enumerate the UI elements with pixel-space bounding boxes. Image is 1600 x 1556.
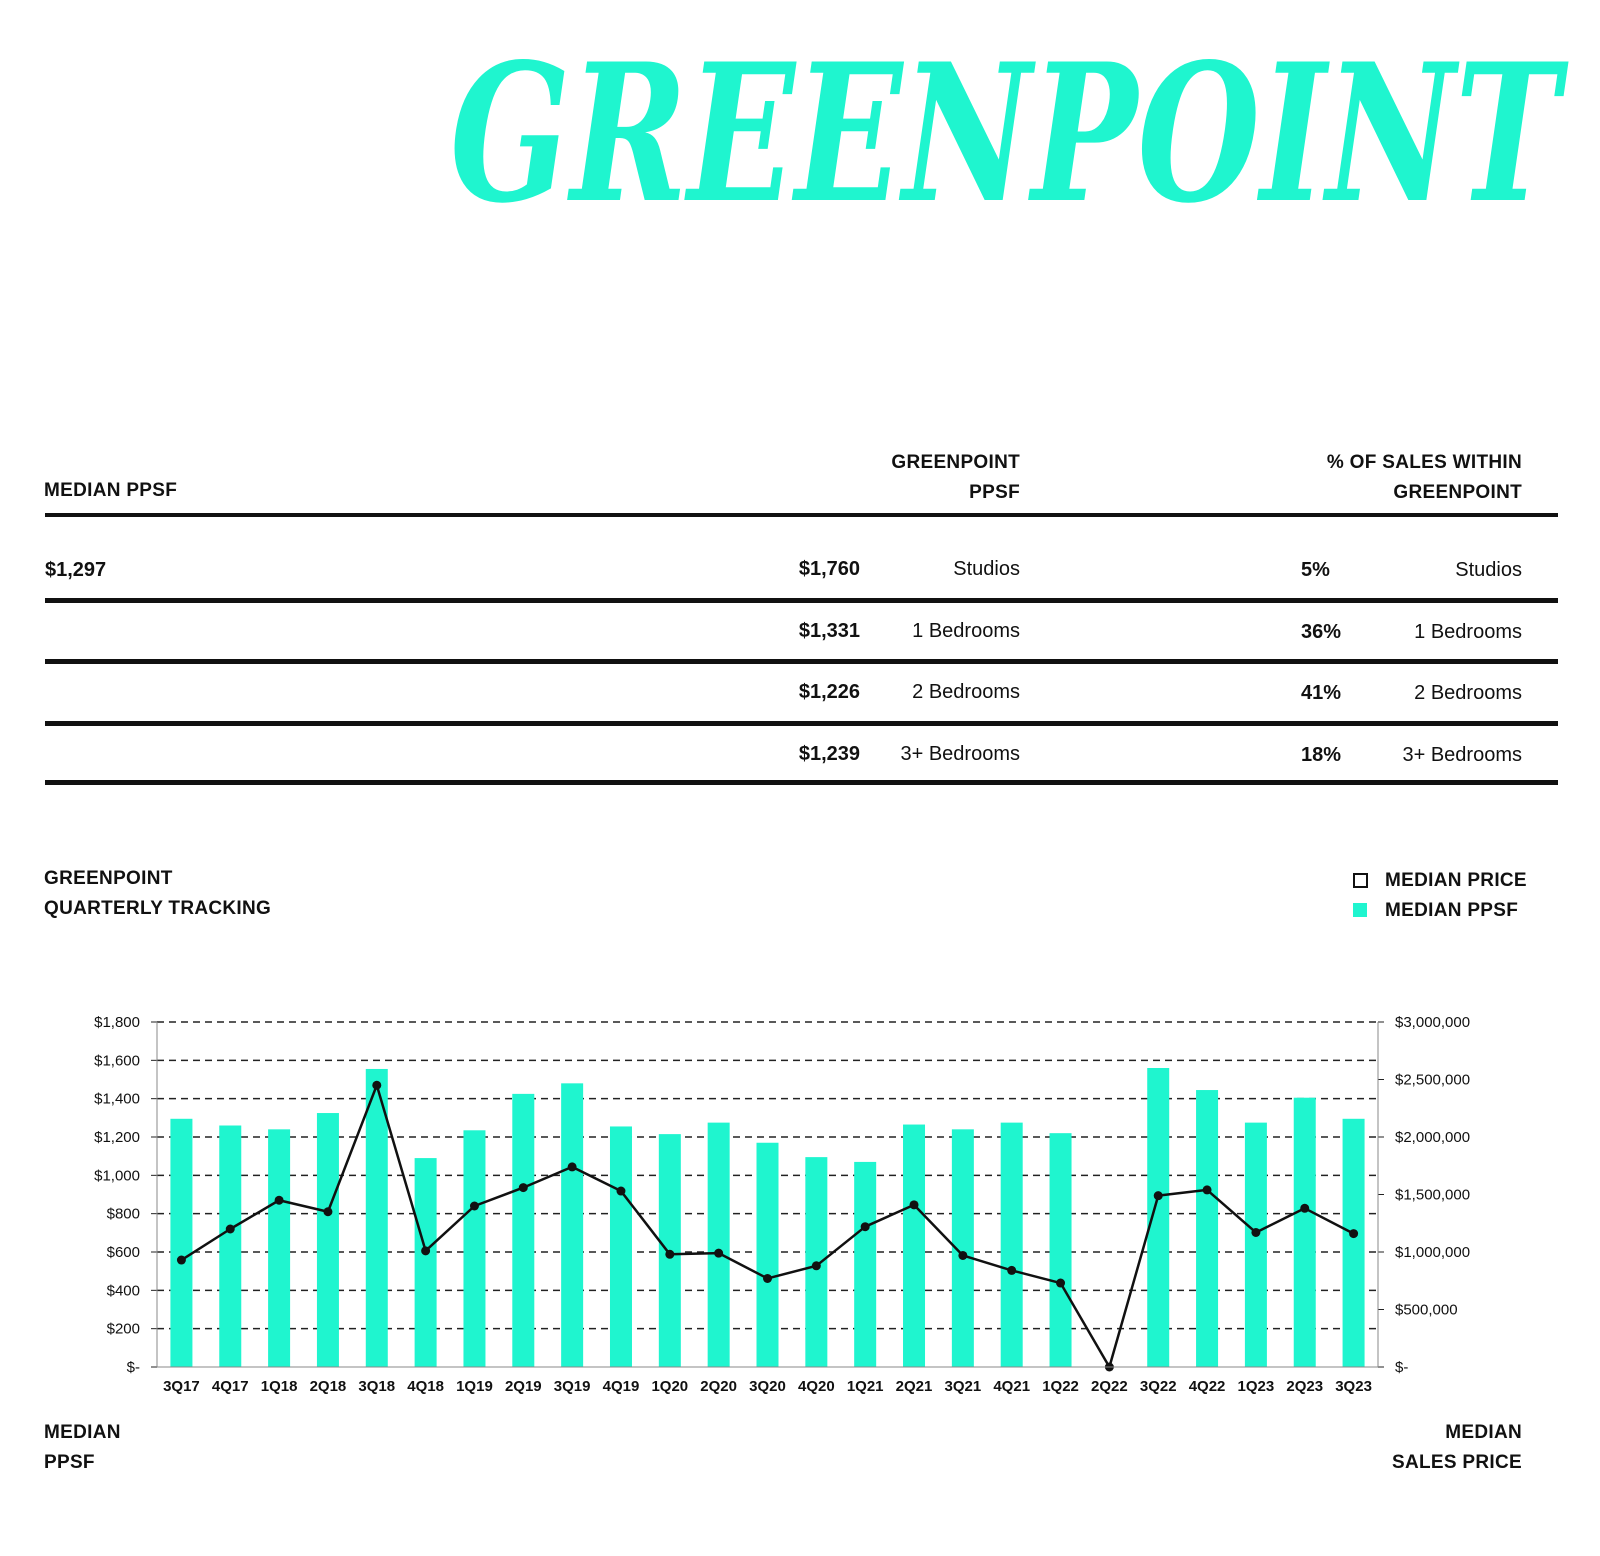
ppsf-bar: [268, 1129, 290, 1367]
ppsf-bar: [1196, 1090, 1218, 1367]
ppsf-bar: [1147, 1068, 1169, 1367]
right-axis-tick-label: $-: [1395, 1359, 1409, 1376]
right-axis-tick-label: $1,000,000: [1395, 1244, 1471, 1261]
x-axis-tick-label: 4Q21: [993, 1378, 1031, 1395]
x-axis-tick-label: 4Q20: [797, 1378, 835, 1395]
chart-title-line1: GREENPOINT: [44, 868, 173, 889]
ppsf-bar: [463, 1130, 485, 1367]
x-axis-tick-label: 4Q18: [407, 1378, 444, 1395]
median-price-point: [1203, 1185, 1212, 1194]
x-axis-tick-label: 2Q20: [700, 1378, 738, 1395]
left-axis-tick-label: $1,000: [94, 1167, 140, 1185]
ppsf-bar: [219, 1126, 241, 1368]
x-axis-tick-label: 4Q22: [1188, 1378, 1226, 1395]
ppsf-bar: [757, 1143, 779, 1367]
median-price-point: [616, 1187, 625, 1196]
legend-label-median-ppsf: MEDIAN PPSF: [1385, 900, 1519, 921]
x-axis-tick-label: 3Q18: [358, 1378, 396, 1395]
left-axis-tick-label: $400: [106, 1282, 140, 1300]
table-header-pct-sales: % OF SALES WITHIN: [1326, 452, 1522, 473]
row-pct: 36%: [1301, 621, 1342, 643]
row-divider: [45, 598, 1558, 603]
row-unit-type-pct: 2 Bedrooms: [1414, 682, 1522, 704]
table-bottom-rule: [45, 780, 1558, 785]
x-axis-tick-label: 4Q17: [211, 1378, 249, 1395]
table-header-greenpoint: GREENPOINT: [891, 452, 1020, 473]
left-axis-tick-label: $1,200: [94, 1129, 140, 1146]
x-axis-tick-label: 1Q18: [260, 1378, 298, 1395]
x-axis-tick-label: 1Q22: [1042, 1378, 1079, 1395]
median-price-point: [714, 1249, 723, 1258]
right-axis-tick-label: $2,500,000: [1395, 1071, 1471, 1089]
median-price-point: [763, 1274, 772, 1283]
brand-title-text: GREENPOINT: [450, 22, 1569, 245]
legend-label-median-price: MEDIAN PRICE: [1385, 870, 1527, 891]
median-price-point: [910, 1200, 919, 1209]
left-axis-tick-label: $1,400: [94, 1090, 140, 1108]
row-ppsf: $1,760: [798, 558, 860, 580]
row-ppsf: $1,226: [798, 681, 860, 703]
row-pct: 41%: [1301, 682, 1342, 704]
ppsf-bar: [1001, 1123, 1023, 1367]
left-axis-tick-label: $-: [126, 1359, 140, 1376]
x-axis-tick-label: 3Q20: [749, 1378, 786, 1395]
ppsf-bar: [317, 1113, 339, 1367]
x-axis-tick-label: 2Q18: [309, 1378, 347, 1395]
ppsf-bar: [1245, 1123, 1267, 1367]
median-price-point: [1251, 1228, 1260, 1237]
median-price-point: [1007, 1266, 1016, 1275]
table-header-pct-greenpoint: GREENPOINT: [1393, 482, 1522, 503]
overall-median-ppsf: $1,297: [45, 559, 107, 581]
x-axis-tick-label: 1Q20: [651, 1378, 689, 1395]
median-price-point: [665, 1250, 674, 1259]
left-axis-title-line1: MEDIAN: [44, 1422, 121, 1443]
left-axis-tick-label: $1,800: [94, 1014, 140, 1031]
row-unit-type: Studios: [953, 558, 1020, 580]
median-price-point: [1056, 1279, 1065, 1288]
median-price-point: [1349, 1229, 1358, 1238]
median-price-point: [1154, 1191, 1163, 1200]
median-price-point: [568, 1162, 577, 1171]
right-axis-tick-label: $2,000,000: [1395, 1129, 1471, 1146]
ppsf-bar: [170, 1119, 192, 1367]
row-pct: 5%: [1301, 559, 1330, 581]
table-header-rule: [45, 513, 1558, 517]
row-unit-type: 2 Bedrooms: [912, 681, 1020, 703]
row-divider: [45, 721, 1558, 726]
right-axis-tick-label: $1,500,000: [1395, 1186, 1471, 1204]
x-axis-tick-label: 3Q19: [553, 1378, 591, 1395]
ppsf-bar: [1343, 1119, 1365, 1367]
left-axis-title-line2: PPSF: [44, 1452, 95, 1473]
table-header-median-ppsf: MEDIAN PPSF: [44, 480, 178, 501]
median-price-point: [519, 1183, 528, 1192]
median-price-point: [861, 1222, 870, 1231]
row-ppsf: $1,331: [798, 620, 860, 642]
x-axis-tick-label: 3Q17: [163, 1378, 200, 1395]
median-price-point: [421, 1246, 430, 1255]
legend-swatch-median-ppsf: [1353, 903, 1367, 917]
ppsf-bar: [708, 1123, 730, 1367]
x-axis-tick-label: 3Q22: [1139, 1378, 1177, 1395]
x-axis-tick-label: 2Q22: [1091, 1378, 1128, 1395]
row-divider: [45, 659, 1558, 664]
quarterly-tracking-chart: [0, 990, 1600, 1410]
left-axis-tick-label: $800: [106, 1205, 140, 1223]
median-price-point: [470, 1202, 479, 1211]
right-axis-tick-label: $500,000: [1395, 1301, 1458, 1319]
median-price-point: [372, 1081, 381, 1090]
brand-title: [430, 10, 1580, 250]
row-unit-type-pct: 1 Bedrooms: [1414, 621, 1522, 643]
left-axis-tick-label: $200: [106, 1320, 140, 1338]
row-unit-type: 1 Bedrooms: [912, 620, 1020, 642]
median-price-point: [323, 1207, 332, 1216]
median-price-point: [958, 1251, 967, 1260]
x-axis-tick-label: 2Q21: [895, 1378, 933, 1395]
ppsf-bar: [1294, 1098, 1316, 1367]
ppsf-bar: [512, 1094, 534, 1367]
row-ppsf: $1,239: [798, 743, 860, 765]
median-price-point: [177, 1256, 186, 1265]
x-axis-tick-label: 1Q21: [846, 1378, 884, 1395]
x-axis-tick-label: 2Q19: [504, 1378, 542, 1395]
x-axis-tick-label: 3Q21: [944, 1378, 982, 1395]
ppsf-bar: [1050, 1133, 1072, 1367]
left-axis-tick-label: $1,600: [94, 1052, 140, 1070]
median-price-point: [812, 1261, 821, 1270]
x-axis-tick-label: 1Q19: [456, 1378, 493, 1395]
row-pct: 18%: [1301, 744, 1342, 766]
x-axis-tick-label: 1Q23: [1237, 1378, 1275, 1395]
left-axis-tick-label: $600: [106, 1244, 140, 1261]
legend-swatch-median-price: [1353, 873, 1368, 888]
x-axis-tick-label: 2Q23: [1286, 1378, 1324, 1395]
ppsf-bar: [561, 1083, 583, 1367]
x-axis-tick-label: 3Q23: [1335, 1378, 1372, 1395]
ppsf-bars: [170, 1068, 1364, 1367]
right-axis-title-line1: MEDIAN: [1445, 1422, 1522, 1443]
row-unit-type-pct: 3+ Bedrooms: [1402, 744, 1522, 766]
ppsf-bar: [415, 1158, 437, 1367]
ppsf-bar: [903, 1125, 925, 1367]
x-axis-tick-label: 4Q19: [602, 1378, 640, 1395]
right-axis-tick-label: $3,000,000: [1395, 1014, 1471, 1031]
median-price-point: [275, 1196, 284, 1205]
chart-title-line2: QUARTERLY TRACKING: [44, 898, 272, 919]
median-price-point: [226, 1225, 235, 1234]
ppsf-bar: [854, 1162, 876, 1367]
table-header-ppsf: PPSF: [969, 482, 1020, 503]
row-unit-type-pct: Studios: [1455, 559, 1522, 581]
ppsf-bar: [610, 1126, 632, 1367]
right-axis-title-line2: SALES PRICE: [1392, 1452, 1522, 1473]
row-unit-type: 3+ Bedrooms: [900, 743, 1020, 765]
median-price-point: [1300, 1204, 1309, 1213]
